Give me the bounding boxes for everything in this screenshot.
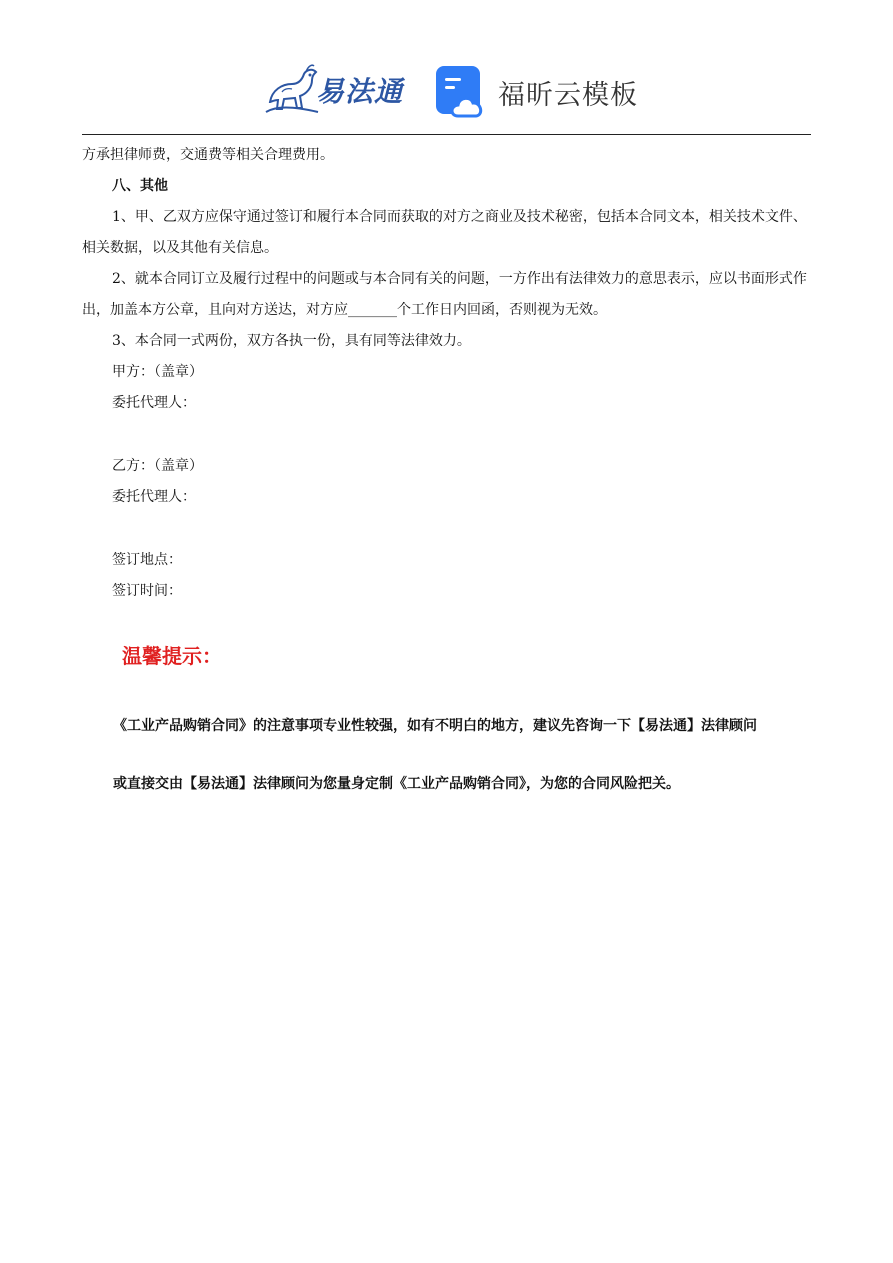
- party-b-seal: 乙方：（盖章）: [112, 458, 203, 474]
- clause-1: 1、甲、乙双方应保守通过签订和履行本合同而获取的对方之商业及技术秘密，包括本合同文本，相关技术文件、相关数据，以及其他有关信息。: [82, 209, 807, 256]
- spacer: [82, 513, 811, 545]
- foxit-template-logo: [436, 66, 638, 118]
- party-a-seal: 甲方：（盖章）: [112, 364, 203, 380]
- yifatong-logo: [262, 62, 417, 118]
- tip-body: [113, 697, 813, 813]
- qilin-icon: [262, 62, 322, 118]
- page-header: [0, 0, 893, 136]
- foxit-template-logo-text: 福昕云模板: [498, 79, 638, 111]
- clause-2: 2、就本合同订立及履行过程中的问题或与本合同有关的问题，一方作出有法律效力的意思表示，应以书面形式作出，加盖本方公章，且向对方送达，对方应_______个工作日内回函，否则视为无效。: [82, 271, 807, 318]
- party-b-agent: 委托代理人：: [112, 489, 196, 505]
- sign-place: 签订地点：: [112, 552, 182, 568]
- yifatong-logo-text: 易法通: [316, 75, 404, 108]
- clause-3: 3、本合同一式两份，双方各执一份，具有同等法律效力。: [112, 333, 471, 349]
- spacer: [82, 419, 811, 451]
- tip-line-2: 或直接交由【易法通】法律顾问为您量身定制《工业产品购销合同》，为您的合同风险把关。: [113, 776, 680, 792]
- tip-line-1: 《工业产品购销合同》的注意事项专业性较强，如有不明白的地方，建议先咨询一下【易法通】法律顾问: [113, 718, 757, 734]
- continuation-text: 方承担律师费，交通费等相关合理费用。: [82, 147, 334, 163]
- sign-time: 签订时间：: [112, 583, 182, 599]
- tip-title: 温馨提示：: [122, 644, 222, 668]
- section-heading: 八、其他: [112, 178, 168, 194]
- party-a-agent: 委托代理人：: [112, 395, 196, 411]
- contract-body: [82, 140, 811, 607]
- document-cloud-icon: [436, 66, 488, 118]
- header-divider: [82, 134, 811, 135]
